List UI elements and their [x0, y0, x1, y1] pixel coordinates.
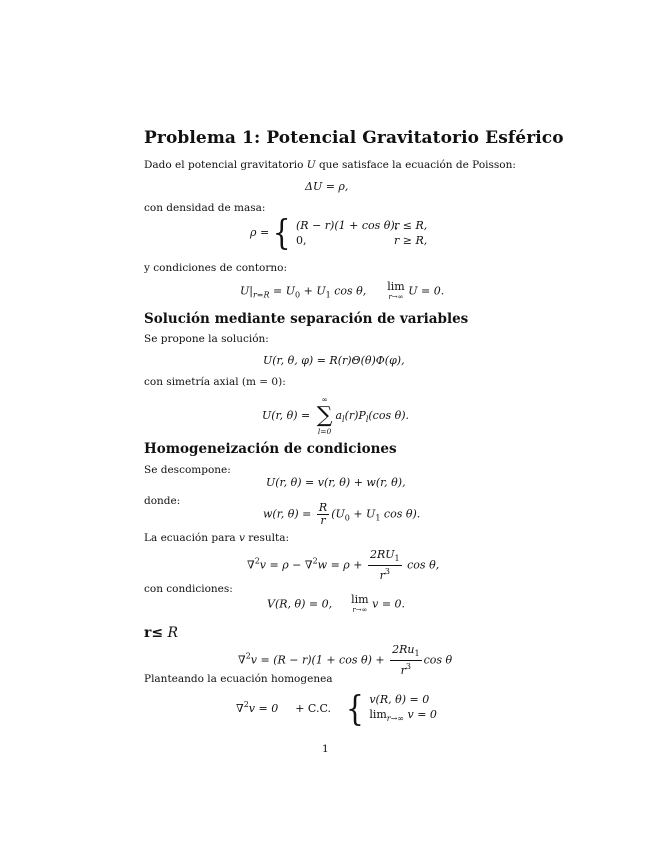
- boundary-u0-sub: 0: [295, 290, 301, 300]
- boundary-mid: + U: [300, 284, 326, 298]
- cond-right: v = 0.: [368, 597, 406, 611]
- v-equation: [247, 549, 439, 582]
- homog-sq: 2: [243, 700, 249, 709]
- series-lhs: U(r, θ) =: [262, 409, 311, 422]
- series-a-sub: l: [342, 415, 345, 424]
- conditions-label: con condiciones:: [144, 583, 233, 595]
- intro-variable: U: [306, 159, 316, 171]
- lim-under: r→∞: [388, 293, 404, 301]
- homog-case2-sub: r→∞: [386, 714, 404, 723]
- homog-cc: + C.C.: [295, 702, 331, 715]
- density-equation: [250, 211, 428, 253]
- boundary-u: U|: [240, 284, 253, 298]
- homog-brace-icon: {: [345, 687, 364, 729]
- homog-label: Planteando la ecuación homogenea: [144, 673, 333, 685]
- v-num-sub: 1: [394, 554, 400, 563]
- boundary-sub: r=R: [252, 290, 270, 300]
- series-end: (cos θ).: [368, 409, 410, 422]
- w-u0-sub: 0: [344, 513, 350, 523]
- intro-text-end: que satisface la ecuación de Poisson:: [315, 159, 516, 171]
- region-num-sub: 1: [414, 649, 420, 658]
- homog-case2-lim: lim: [369, 708, 387, 721]
- region-nabla-icon: ∇: [238, 653, 246, 667]
- homog-cases: [369, 692, 437, 726]
- section-homog-heading: Homogeneización de condiciones: [144, 441, 397, 457]
- w-den: r: [320, 514, 326, 527]
- cond-lim-under: r→∞: [352, 606, 368, 614]
- conditions-equation: [267, 594, 405, 615]
- v-den: r: [379, 569, 385, 582]
- propose-label: Se propone la solución:: [144, 333, 269, 345]
- boundary-lim-rest: U = 0.: [404, 284, 445, 298]
- section-region-heading: [144, 625, 178, 641]
- region-sq: 2: [245, 651, 251, 661]
- w-rest: (U: [331, 507, 345, 521]
- v-lhs2: v = ρ − ∇: [259, 558, 313, 572]
- density-case2-cond: r ≥ R,: [394, 234, 428, 247]
- density-case2-expr: 0,: [296, 234, 307, 247]
- homog-case1: v(R, θ) = 0: [369, 693, 430, 706]
- region-italic: R: [163, 625, 179, 641]
- w-rest3: cos θ).: [380, 507, 421, 521]
- intro-paragraph: [144, 159, 516, 172]
- w-num: R: [318, 501, 328, 514]
- homog-case2-rest: v = 0: [403, 708, 437, 721]
- decompose-label: Se descompone:: [144, 464, 231, 476]
- w-u1-sub: 1: [375, 513, 381, 523]
- w-rest2: + U: [349, 507, 376, 521]
- v-num: 2RU: [369, 548, 395, 561]
- w-equation: [263, 502, 420, 527]
- brace-icon: {: [272, 211, 291, 253]
- v-rest: cos θ,: [407, 558, 440, 572]
- v-eq-label: [144, 532, 289, 545]
- series-a: a: [335, 409, 343, 422]
- density-label: con densidad de masa:: [144, 202, 266, 214]
- boundary-cos: cos θ,: [330, 284, 367, 298]
- w-fraction: [317, 502, 329, 527]
- axial-label: con simetría axial (m = 0):: [144, 376, 286, 388]
- v-sq2: 2: [312, 556, 318, 566]
- cond-left: V(R, θ) = 0,: [267, 597, 333, 611]
- lim-word: lim: [387, 280, 405, 293]
- v-fraction: [368, 549, 402, 582]
- region-mid: v = (R − r)(1 + cos θ) +: [250, 653, 385, 667]
- boundary-equation: [240, 281, 444, 303]
- cond-lim-word: lim: [351, 593, 369, 606]
- region-bold: r≤: [144, 625, 164, 641]
- sum-top: ∞: [321, 395, 328, 404]
- sum-symbol: [317, 395, 333, 437]
- homog-mid: v = 0: [248, 702, 279, 715]
- region-num: 2Ru: [392, 643, 415, 656]
- density-case1-expr: (R − r)(1 + cos θ),: [296, 219, 399, 232]
- v-label-after: resulta:: [244, 532, 289, 544]
- sum-bottom: l=0: [317, 427, 332, 436]
- decompose-equation: U(r, θ) = v(r, θ) + w(r, θ),: [266, 476, 406, 489]
- homog-nabla-icon: ∇: [236, 702, 244, 715]
- v-sq: 2: [254, 556, 260, 566]
- region-fraction: [390, 644, 421, 677]
- w-lhs: w(r, θ) =: [263, 507, 312, 521]
- cond-limit: [351, 594, 368, 615]
- density-cases: [296, 218, 427, 248]
- poisson-equation: ΔU = ρ,: [305, 180, 349, 193]
- series-p-sub: l: [365, 415, 369, 424]
- v-den-sup: 3: [384, 567, 390, 576]
- section-separation-heading: Solución mediante separación de variables: [144, 311, 469, 327]
- density-case1-cond: r ≤ R,: [394, 219, 428, 232]
- boundary-u1-sub: 1: [325, 290, 331, 300]
- page-title: Problema 1: Potencial Gravitatorio Esférico: [144, 128, 564, 148]
- series-mid: (r)P: [344, 409, 366, 422]
- density-lhs: ρ =: [250, 226, 270, 239]
- v-label-before: La ecuación para: [144, 532, 239, 544]
- region-den: r: [400, 664, 406, 677]
- v-lhs3: w = ρ +: [317, 558, 363, 572]
- donde-label: donde:: [144, 495, 181, 507]
- boundary-rhs: = U: [269, 284, 296, 298]
- boundary-label: y condiciones de contorno:: [144, 262, 287, 274]
- page-number: 1: [322, 743, 329, 755]
- region-rest: cos θ: [423, 653, 453, 667]
- sigma-icon: ∑: [316, 403, 333, 428]
- separation-equation: U(r, θ, φ) = R(r)Θ(θ)Φ(φ),: [263, 354, 405, 367]
- series-equation: [262, 395, 409, 437]
- homog-equation: [236, 687, 437, 729]
- nabla-icon: ∇: [247, 558, 255, 572]
- v-label-var: v: [238, 532, 245, 544]
- region-den-sup: 3: [405, 662, 411, 671]
- boundary-limit: [387, 281, 404, 302]
- intro-text: Dado el potencial gravitatorio: [144, 159, 307, 171]
